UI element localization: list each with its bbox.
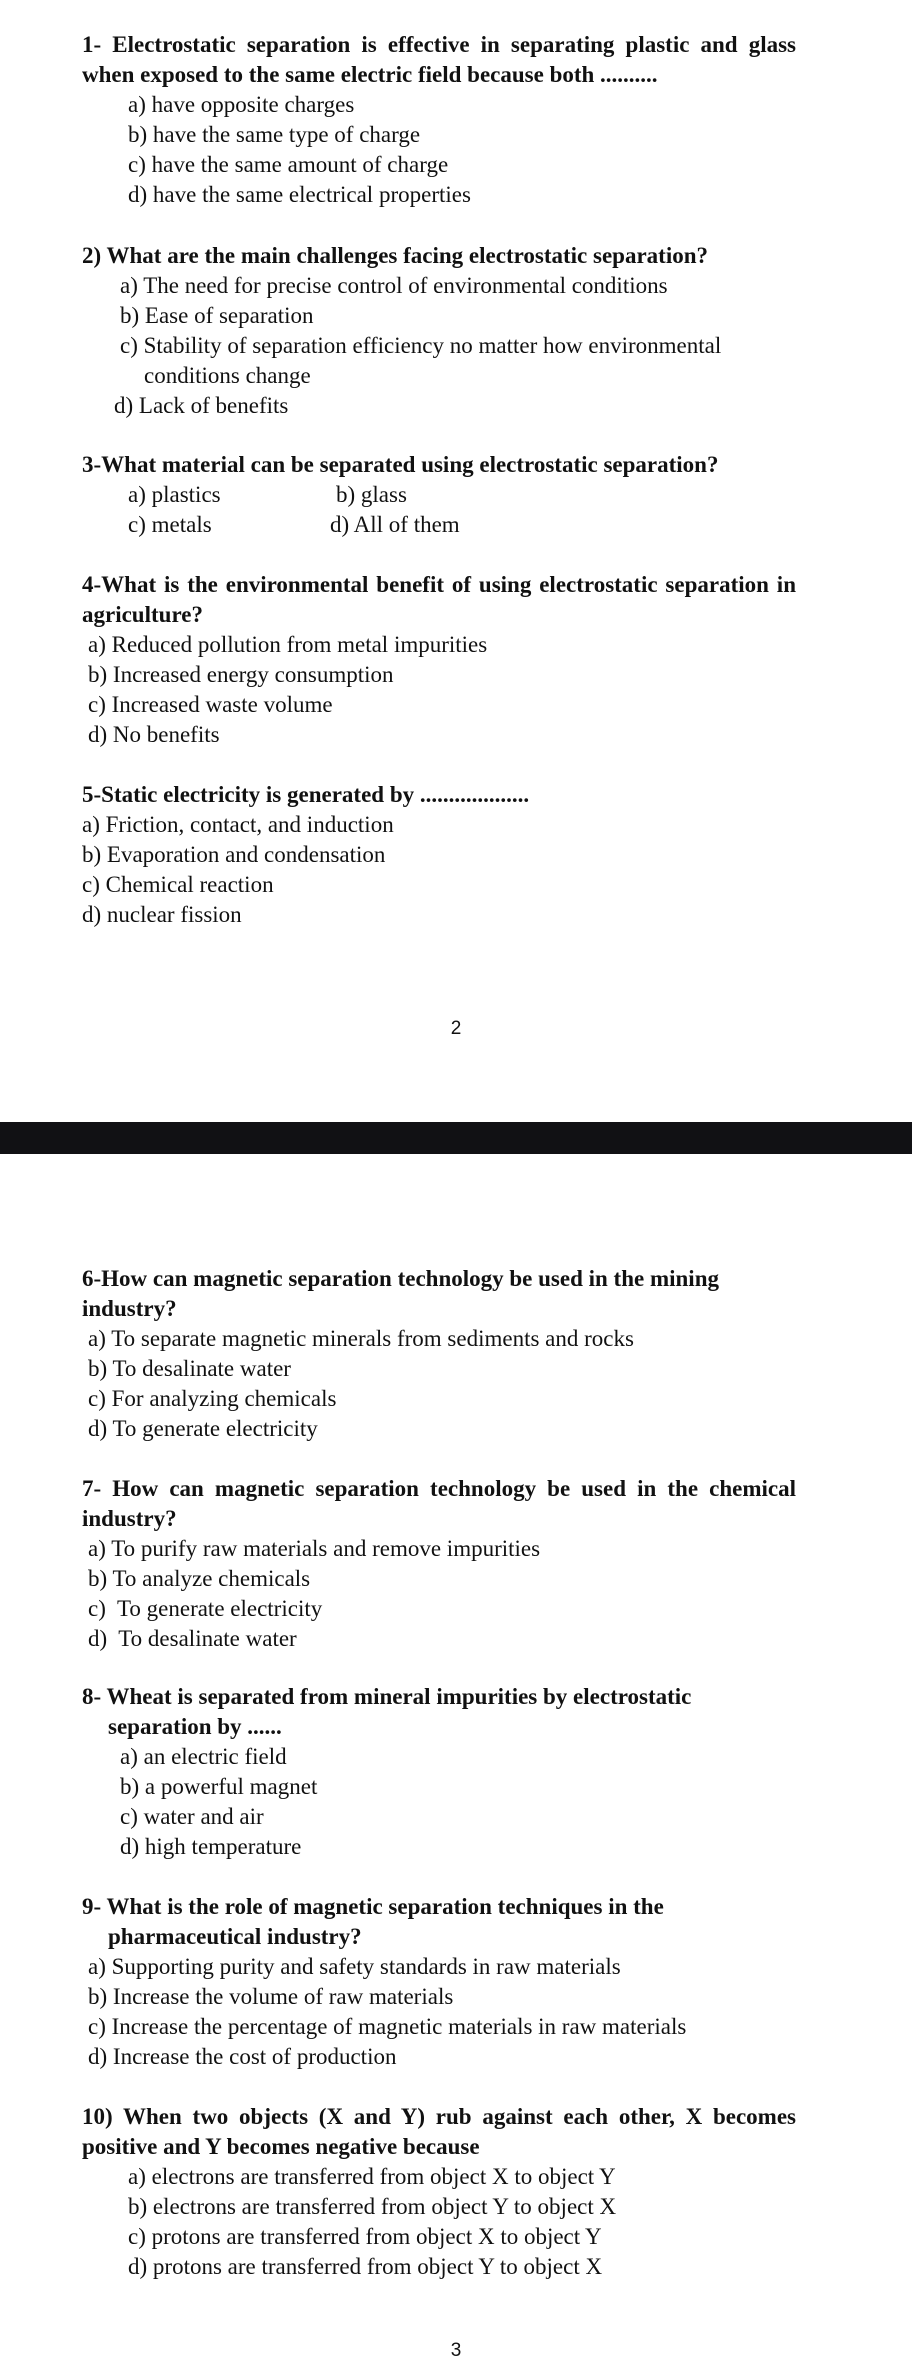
question-text: 1- Electrostatic separation is effective in separating plastic and glass when exposed to the same electric field because both ..........: [82, 32, 796, 87]
question-9: [82, 1892, 796, 2072]
option-d: d) Increase the cost of production: [88, 2044, 397, 2069]
option-d: d) Lack of benefits: [114, 393, 289, 418]
option-b: b) Evaporation and condensation: [82, 842, 386, 867]
question-5: [82, 780, 796, 930]
option-c: c) To generate electricity: [88, 1596, 323, 1621]
option-a: a) have opposite charges: [128, 92, 355, 117]
page-number: 3: [450, 2340, 462, 2361]
question-text: 2) What are the main challenges facing electrostatic separation?: [82, 243, 709, 268]
option-b: b) To desalinate water: [88, 1356, 291, 1381]
document-page-3: [0, 1154, 912, 2370]
option-b: b) have the same type of charge: [128, 122, 421, 147]
option-c: c) metals: [128, 512, 212, 537]
question-10: [82, 2102, 796, 2282]
option-d: d) protons are transferred from object Y to object X: [128, 2254, 603, 2279]
option-c: c) have the same amount of charge: [128, 152, 449, 177]
question-7: [82, 1474, 796, 1654]
question-text: 4-What is the environmental benefit of using electrostatic separation in agriculture?: [82, 572, 796, 627]
question-text-line-2: pharmaceutical industry?: [108, 1924, 362, 1949]
question-text-line-1: 8- Wheat is separated from mineral impurities by electrostatic: [82, 1684, 692, 1709]
question-2: [82, 241, 796, 421]
option-b: b) glass: [336, 482, 407, 507]
option-d: d) All of them: [330, 512, 460, 537]
page-number: 2: [450, 1018, 462, 1039]
question-text-line-1: 9- What is the role of magnetic separation techniques in the: [82, 1894, 664, 1919]
option-c: c) Chemical reaction: [82, 872, 274, 897]
question-4: [82, 570, 796, 750]
option-a: a) To purify raw materials and remove impurities: [88, 1536, 541, 1561]
option-d: d) high temperature: [120, 1834, 302, 1859]
option-c: c) protons are transferred from object X to object Y: [128, 2224, 602, 2249]
question-text-line-2: separation by ......: [108, 1714, 282, 1739]
option-b: b) To analyze chemicals: [88, 1566, 311, 1591]
question-text: 3-What material can be separated using electrostatic separation?: [82, 452, 719, 477]
option-c: c) Increased waste volume: [88, 692, 333, 717]
option-d: d) No benefits: [88, 722, 220, 747]
option-a: a) electrons are transferred from object X to object Y: [128, 2164, 616, 2189]
option-d: d) To generate electricity: [88, 1416, 318, 1441]
option-d: d) To desalinate water: [88, 1626, 297, 1651]
question-6: [82, 1264, 796, 1444]
option-a: a) To separate magnetic minerals from sediments and rocks: [88, 1326, 634, 1351]
question-3: [82, 450, 796, 540]
option-a: a) Friction, contact, and induction: [82, 812, 394, 837]
option-c: c) For analyzing chemicals: [88, 1386, 337, 1411]
option-b: b) Increase the volume of raw materials: [88, 1984, 454, 2009]
option-b: b) Ease of separation: [120, 303, 314, 328]
question-text: 6-How can magnetic separation technology be used in the mining industry?: [82, 1266, 719, 1321]
question-8: [82, 1682, 796, 1862]
option-a: a) Supporting purity and safety standards in raw materials: [88, 1954, 621, 1979]
option-c: c) water and air: [120, 1804, 264, 1829]
option-d: d) nuclear fission: [82, 902, 242, 927]
option-b: b) electrons are transferred from object Y to object X: [128, 2194, 617, 2219]
question-1: [82, 30, 796, 210]
question-text: 5-Static electricity is generated by ...................: [82, 782, 530, 807]
document-page-2: [0, 0, 912, 1122]
option-b: b) a powerful magnet: [120, 1774, 318, 1799]
option-c: c) Increase the percentage of magnetic materials in raw materials: [88, 2014, 687, 2039]
option-a: a) Reduced pollution from metal impurities: [88, 632, 488, 657]
option-a: a) plastics: [128, 482, 221, 507]
option-c: c) Stability of separation efficiency no matter how environmental conditions change: [120, 333, 722, 388]
option-a: a) The need for precise control of environmental conditions: [120, 273, 668, 298]
option-b: b) Increased energy consumption: [88, 662, 394, 687]
option-d: d) have the same electrical properties: [128, 182, 471, 207]
question-text: 10) When two objects (X and Y) rub against each other, X becomes positive and Y becomes negative because: [82, 2104, 796, 2159]
page-separator: [0, 1122, 912, 1154]
question-text: 7- How can magnetic separation technology be used in the chemical industry?: [82, 1476, 796, 1531]
option-a: a) an electric field: [120, 1744, 287, 1769]
